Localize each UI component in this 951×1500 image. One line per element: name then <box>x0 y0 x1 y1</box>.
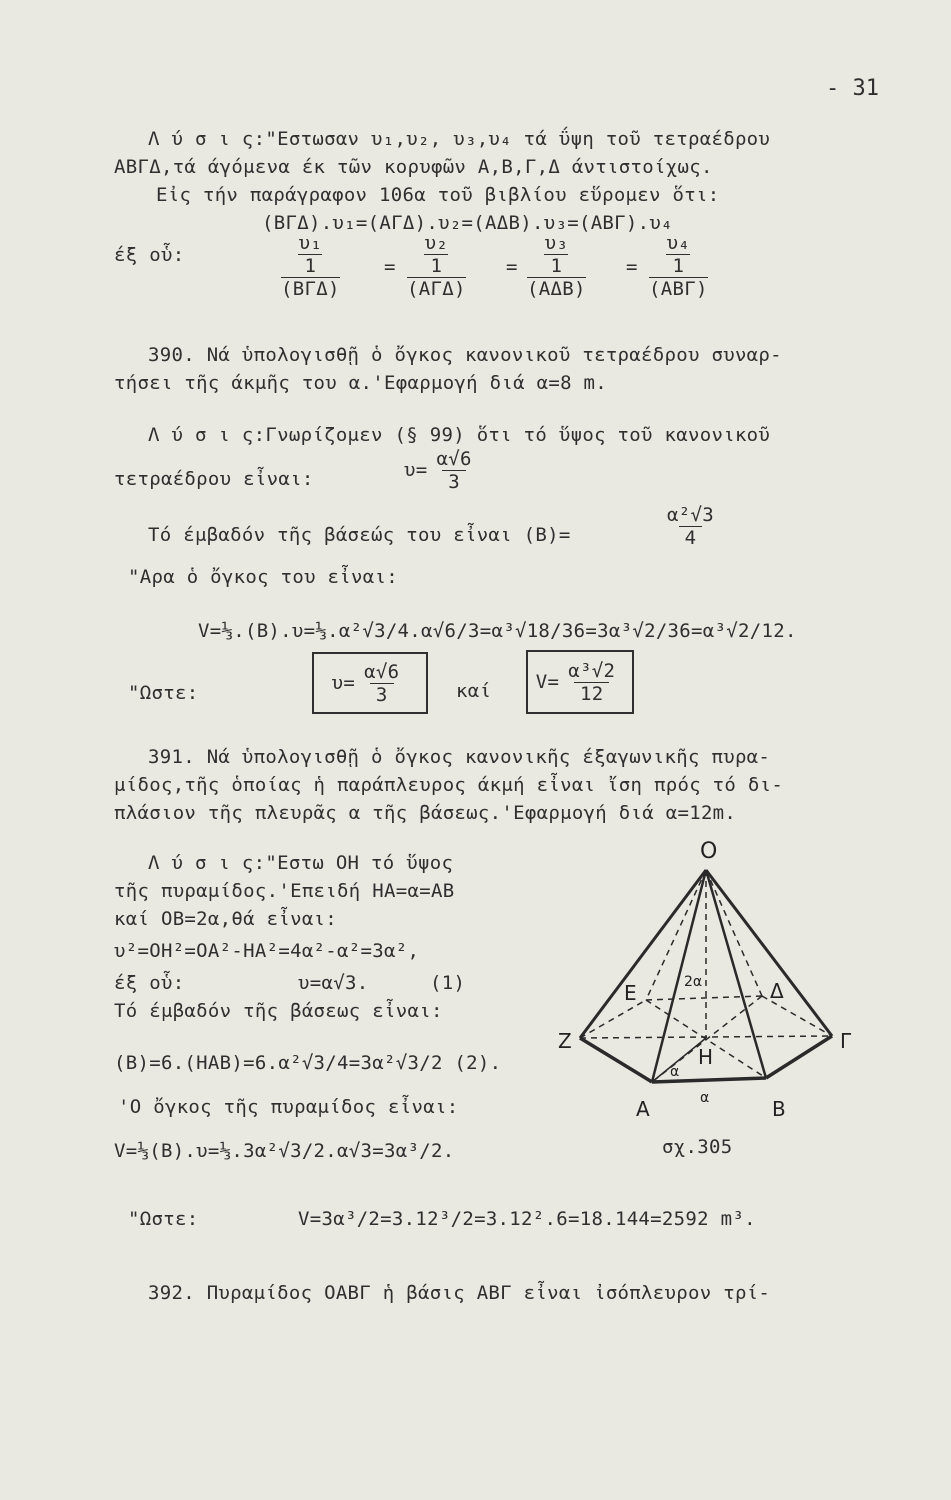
boxed-height <box>312 652 428 714</box>
pyramid-svg <box>548 838 878 1138</box>
label-D: Δ <box>770 979 784 1003</box>
box1-num: α√6 <box>364 660 400 683</box>
sol390-line2: τετραέδρου εἶναι: <box>114 468 314 490</box>
prob390-line1: 390. Νά ὑπολογισθῇ ὁ ὄγκος κανονικοῦ τετραέδρου συναρ- <box>148 344 782 366</box>
label-a-side: α <box>700 1090 710 1106</box>
label-O: O <box>700 839 718 864</box>
sol389-frac-1 <box>278 232 343 300</box>
frac4-den-bottom: (ΑΒΓ) <box>649 278 708 300</box>
height-lhs: υ= <box>404 459 428 481</box>
frac3-den-top: 1 <box>544 254 568 277</box>
sol390-line1: Λ ύ σ ι ς:Γνωρίζομεν (§ 99) ὅτι τό ὕψος τοῦ κανονικοῦ <box>148 424 771 446</box>
prob390-line2: τήσει τῆς άκμῆς του α.'Εφαρμογή διά α=8 m. <box>114 372 608 394</box>
edge-BG <box>766 1036 832 1078</box>
height-den: 3 <box>442 470 466 493</box>
frac3-num: υ₃ <box>544 232 569 254</box>
sol391-5a: έξ οὗ: <box>114 972 185 994</box>
sol391-9: V=⅓(Β).υ=⅓.3α²√3/2.α√3=3α³/2. <box>114 1140 455 1162</box>
sol391-4: υ²=ΟΗ²=ΟΑ²-ΗΑ²=4α²-α²=3α², <box>114 940 420 962</box>
label-a-inner: α <box>670 1064 680 1080</box>
box1-lhs: υ= <box>331 672 356 694</box>
label-B: B <box>772 1097 786 1121</box>
box1-den: 3 <box>370 683 394 706</box>
eq-sign-3: = <box>626 256 638 278</box>
height-num: α√6 <box>436 448 472 470</box>
sol389-line1: Λ ύ σ ι ς:"Εστωσαν υ₁,υ₂, υ₃,υ₄ τά ΰψη τοῦ τετραέδρου <box>148 128 771 150</box>
lat-OB <box>706 870 766 1078</box>
lat-OZ <box>580 870 706 1038</box>
sol389-line2: ΑΒΓΔ,τά άγόμενα έκ τῶν κορυφῶν Α,Β,Γ,Δ άντιστοίχως. <box>114 156 713 178</box>
sol391-6: Τό έμβαδόν τῆς βάσεως εἶναι: <box>114 1000 443 1022</box>
sol389-line4: (ΒΓΔ).υ₁=(ΑΓΔ).υ₂=(ΑΔΒ).υ₃=(ΑΒΓ).υ₄ <box>262 212 673 234</box>
sol389-frac-3 <box>524 232 589 300</box>
sol391-final: V=3α³/2=3.12³/2=3.12².6=18.144=2592 m³. <box>298 1208 756 1230</box>
sol391-1: Λ ύ σ ι ς:"Εστω ΟΗ τό ὕψος <box>148 852 454 874</box>
box2-lhs: V= <box>535 671 560 693</box>
height-formula <box>404 448 481 493</box>
prob391-line3: πλάσιον τῆς πλευρᾶς α τῆς βάσεως.'Εφαρμογή διά α=12m. <box>114 802 737 824</box>
sol389-ex-ou: έξ οὗ: <box>114 244 185 266</box>
sol391-5c: (1) <box>430 972 466 994</box>
frac1-den-top: 1 <box>298 254 322 277</box>
sol391-3: καί ΟΒ=2α,θά εἶναι: <box>114 908 338 930</box>
page-number: - 31 <box>826 76 879 101</box>
frac2-num: υ₂ <box>424 232 449 254</box>
edge-ZA <box>580 1038 652 1082</box>
sol391-8: 'Ο ὄγκος τῆς πυραμίδος εἶναι: <box>118 1096 459 1118</box>
prob391-line2: μίδος,τῆς ὁποίας ἡ παράπλευρος άκμή εἶναι ἴση πρός τό δι- <box>114 774 784 796</box>
boxed-volume <box>526 650 634 714</box>
eq-sign-2: = <box>506 256 518 278</box>
box2-den: 12 <box>574 682 609 705</box>
area-text: Τό έμβαδόν τῆς βάσεώς του εἶναι (Β)= <box>148 524 571 546</box>
hoste-390: "Ωστε: <box>128 682 199 704</box>
label-E: E <box>624 981 637 1005</box>
frac1-den-bottom: (ΒΓΔ) <box>281 278 340 300</box>
sol391-2: τῆς πυραμίδος.'Επειδή ΗΑ=α=ΑΒ <box>114 880 455 902</box>
prob391-line1: 391. Νά ὑπολογισθῇ ὁ ὄγκος κανονικῆς έξαγωνικῆς πυρα- <box>148 746 771 768</box>
kai-text: καί <box>456 680 492 702</box>
label-G: Γ <box>840 1029 852 1053</box>
edge-ZE <box>580 1000 646 1038</box>
frac1-num: υ₁ <box>298 232 323 254</box>
label-H: H <box>698 1045 714 1069</box>
label-2a: 2α <box>684 974 703 990</box>
hexagonal-pyramid-figure <box>548 838 878 1138</box>
sol389-line3: Εἰς τήν παράγραφον 106α τοῦ βιβλίου εὕρομεν ὅτι: <box>156 184 720 206</box>
hoste-391: "Ωστε: <box>128 1208 199 1230</box>
frac4-den-top: 1 <box>666 254 690 277</box>
figure-caption: σχ.305 <box>662 1136 733 1158</box>
label-A: A <box>636 1097 650 1121</box>
area-num: α²√3 <box>667 504 714 526</box>
area-formula <box>658 504 723 549</box>
sol389-frac-4 <box>646 232 711 300</box>
prob392-line1: 392. Πυραμίδος ΟΑΒΓ ἡ βάσις ΑΒΓ εἶναι ἰσόπλευρον τρί- <box>148 1282 771 1304</box>
label-Z: Z <box>558 1029 572 1053</box>
frac3-den-bottom: (ΑΔΒ) <box>527 278 586 300</box>
lat-OG <box>706 870 832 1036</box>
volume-chain: V=⅓.(Β).υ=⅓.α²√3/4.α√6/3=α³√18/36=3α³√2/36=α³√2/12. <box>198 620 797 642</box>
sol389-frac-2 <box>404 232 469 300</box>
ara-text: "Αρα ὁ ὄγκος του εἶναι: <box>128 566 398 588</box>
eq-sign-1: = <box>384 256 396 278</box>
area-den: 4 <box>679 526 703 549</box>
frac4-num: υ₄ <box>666 232 691 254</box>
frac2-den-bottom: (ΑΓΔ) <box>407 278 466 300</box>
sol391-5b: υ=α√3. <box>298 972 369 994</box>
box2-num: α³√2 <box>568 659 616 682</box>
frac2-den-top: 1 <box>424 254 448 277</box>
sol391-7: (Β)=6.(ΗΑΒ)=6.α²√3/4=3α²√3/2 (2). <box>114 1052 502 1074</box>
